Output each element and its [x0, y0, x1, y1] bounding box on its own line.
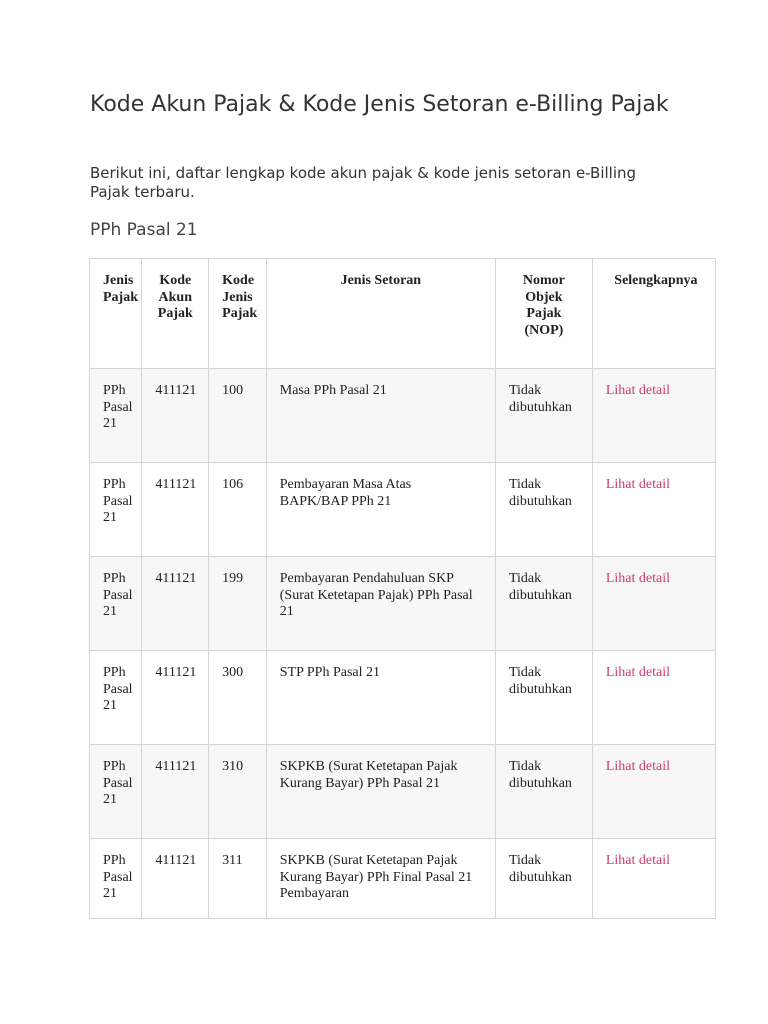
cell-jenis-pajak: PPh Pasal 21: [90, 557, 142, 651]
intro-text: Berikut ini, daftar lengkap kode akun pajak & kode jenis setoran e-Billing Pajak terbaru.: [90, 164, 637, 201]
header-jenis-pajak: Jenis Pajak: [90, 259, 142, 369]
page-title: Kode Akun Pajak & Kode Jenis Setoran e-Billing Pajak: [90, 92, 669, 117]
lihat-detail-link[interactable]: Lihat detail: [605, 383, 670, 398]
cell-kode-jenis: 311: [209, 839, 267, 919]
tax-code-table: [89, 258, 716, 919]
cell-kode-jenis: 100: [209, 369, 267, 463]
cell-jenis-setoran: Pembayaran Masa Atas BAPK/BAP PPh 21: [266, 463, 495, 557]
cell-jenis-pajak: PPh Pasal 21: [90, 463, 142, 557]
cell-jenis-setoran: Masa PPh Pasal 21: [266, 369, 495, 463]
cell-kode-akun: 411121: [142, 463, 209, 557]
cell-nop: Tidak dibutuhkan: [495, 463, 592, 557]
cell-kode-akun: 411121: [142, 557, 209, 651]
cell-kode-akun: 411121: [142, 745, 209, 839]
cell-selengkapnya: [592, 651, 715, 745]
header-jenis-setoran: Jenis Setoran: [266, 259, 495, 369]
cell-kode-akun: 411121: [142, 839, 209, 919]
cell-nop: Tidak dibutuhkan: [495, 745, 592, 839]
table-row: [90, 745, 716, 839]
cell-jenis-pajak: PPh Pasal 21: [90, 839, 142, 919]
cell-jenis-setoran: SKPKB (Surat Ketetapan Pajak Kurang Bayar) PPh Pasal 21: [266, 745, 495, 839]
table-row: [90, 463, 716, 557]
cell-jenis-pajak: PPh Pasal 21: [90, 745, 142, 839]
cell-kode-jenis: 310: [209, 745, 267, 839]
cell-nop: Tidak dibutuhkan: [495, 557, 592, 651]
cell-selengkapnya: [592, 369, 715, 463]
lihat-detail-link[interactable]: Lihat detail: [605, 759, 670, 774]
header-nop: Nomor Objek Pajak (NOP): [495, 259, 592, 369]
cell-selengkapnya: [592, 745, 715, 839]
table-row: [90, 557, 716, 651]
header-kode-jenis-pajak: Kode Jenis Pajak: [209, 259, 267, 369]
cell-nop: Tidak dibutuhkan: [495, 369, 592, 463]
lihat-detail-link[interactable]: Lihat detail: [605, 665, 670, 680]
cell-kode-jenis: 106: [209, 463, 267, 557]
cell-kode-akun: 411121: [142, 651, 209, 745]
table-row: [90, 651, 716, 745]
cell-jenis-setoran: SKPKB (Surat Ketetapan Pajak Kurang Bayar) PPh Final Pasal 21 Pembayaran: [266, 839, 495, 919]
table-header-row: [90, 259, 716, 369]
cell-jenis-setoran: Pembayaran Pendahuluan SKP (Surat Ketetapan Pajak) PPh Pasal 21: [266, 557, 495, 651]
lihat-detail-link[interactable]: Lihat detail: [605, 853, 670, 868]
lihat-detail-link[interactable]: Lihat detail: [605, 477, 670, 492]
header-kode-akun-pajak: Kode Akun Pajak: [142, 259, 209, 369]
section-heading: PPh Pasal 21: [90, 220, 198, 240]
cell-selengkapnya: [592, 557, 715, 651]
cell-selengkapnya: [592, 839, 715, 919]
table-row: [90, 839, 716, 919]
cell-jenis-pajak: PPh Pasal 21: [90, 651, 142, 745]
cell-nop: Tidak dibutuhkan: [495, 839, 592, 919]
cell-kode-jenis: 199: [209, 557, 267, 651]
cell-kode-jenis: 300: [209, 651, 267, 745]
table-row: [90, 369, 716, 463]
lihat-detail-link[interactable]: Lihat detail: [605, 571, 670, 586]
cell-selengkapnya: [592, 463, 715, 557]
cell-jenis-setoran: STP PPh Pasal 21: [266, 651, 495, 745]
header-selengkapnya: Selengkapnya: [592, 259, 715, 369]
cell-kode-akun: 411121: [142, 369, 209, 463]
cell-jenis-pajak: PPh Pasal 21: [90, 369, 142, 463]
cell-nop: Tidak dibutuhkan: [495, 651, 592, 745]
